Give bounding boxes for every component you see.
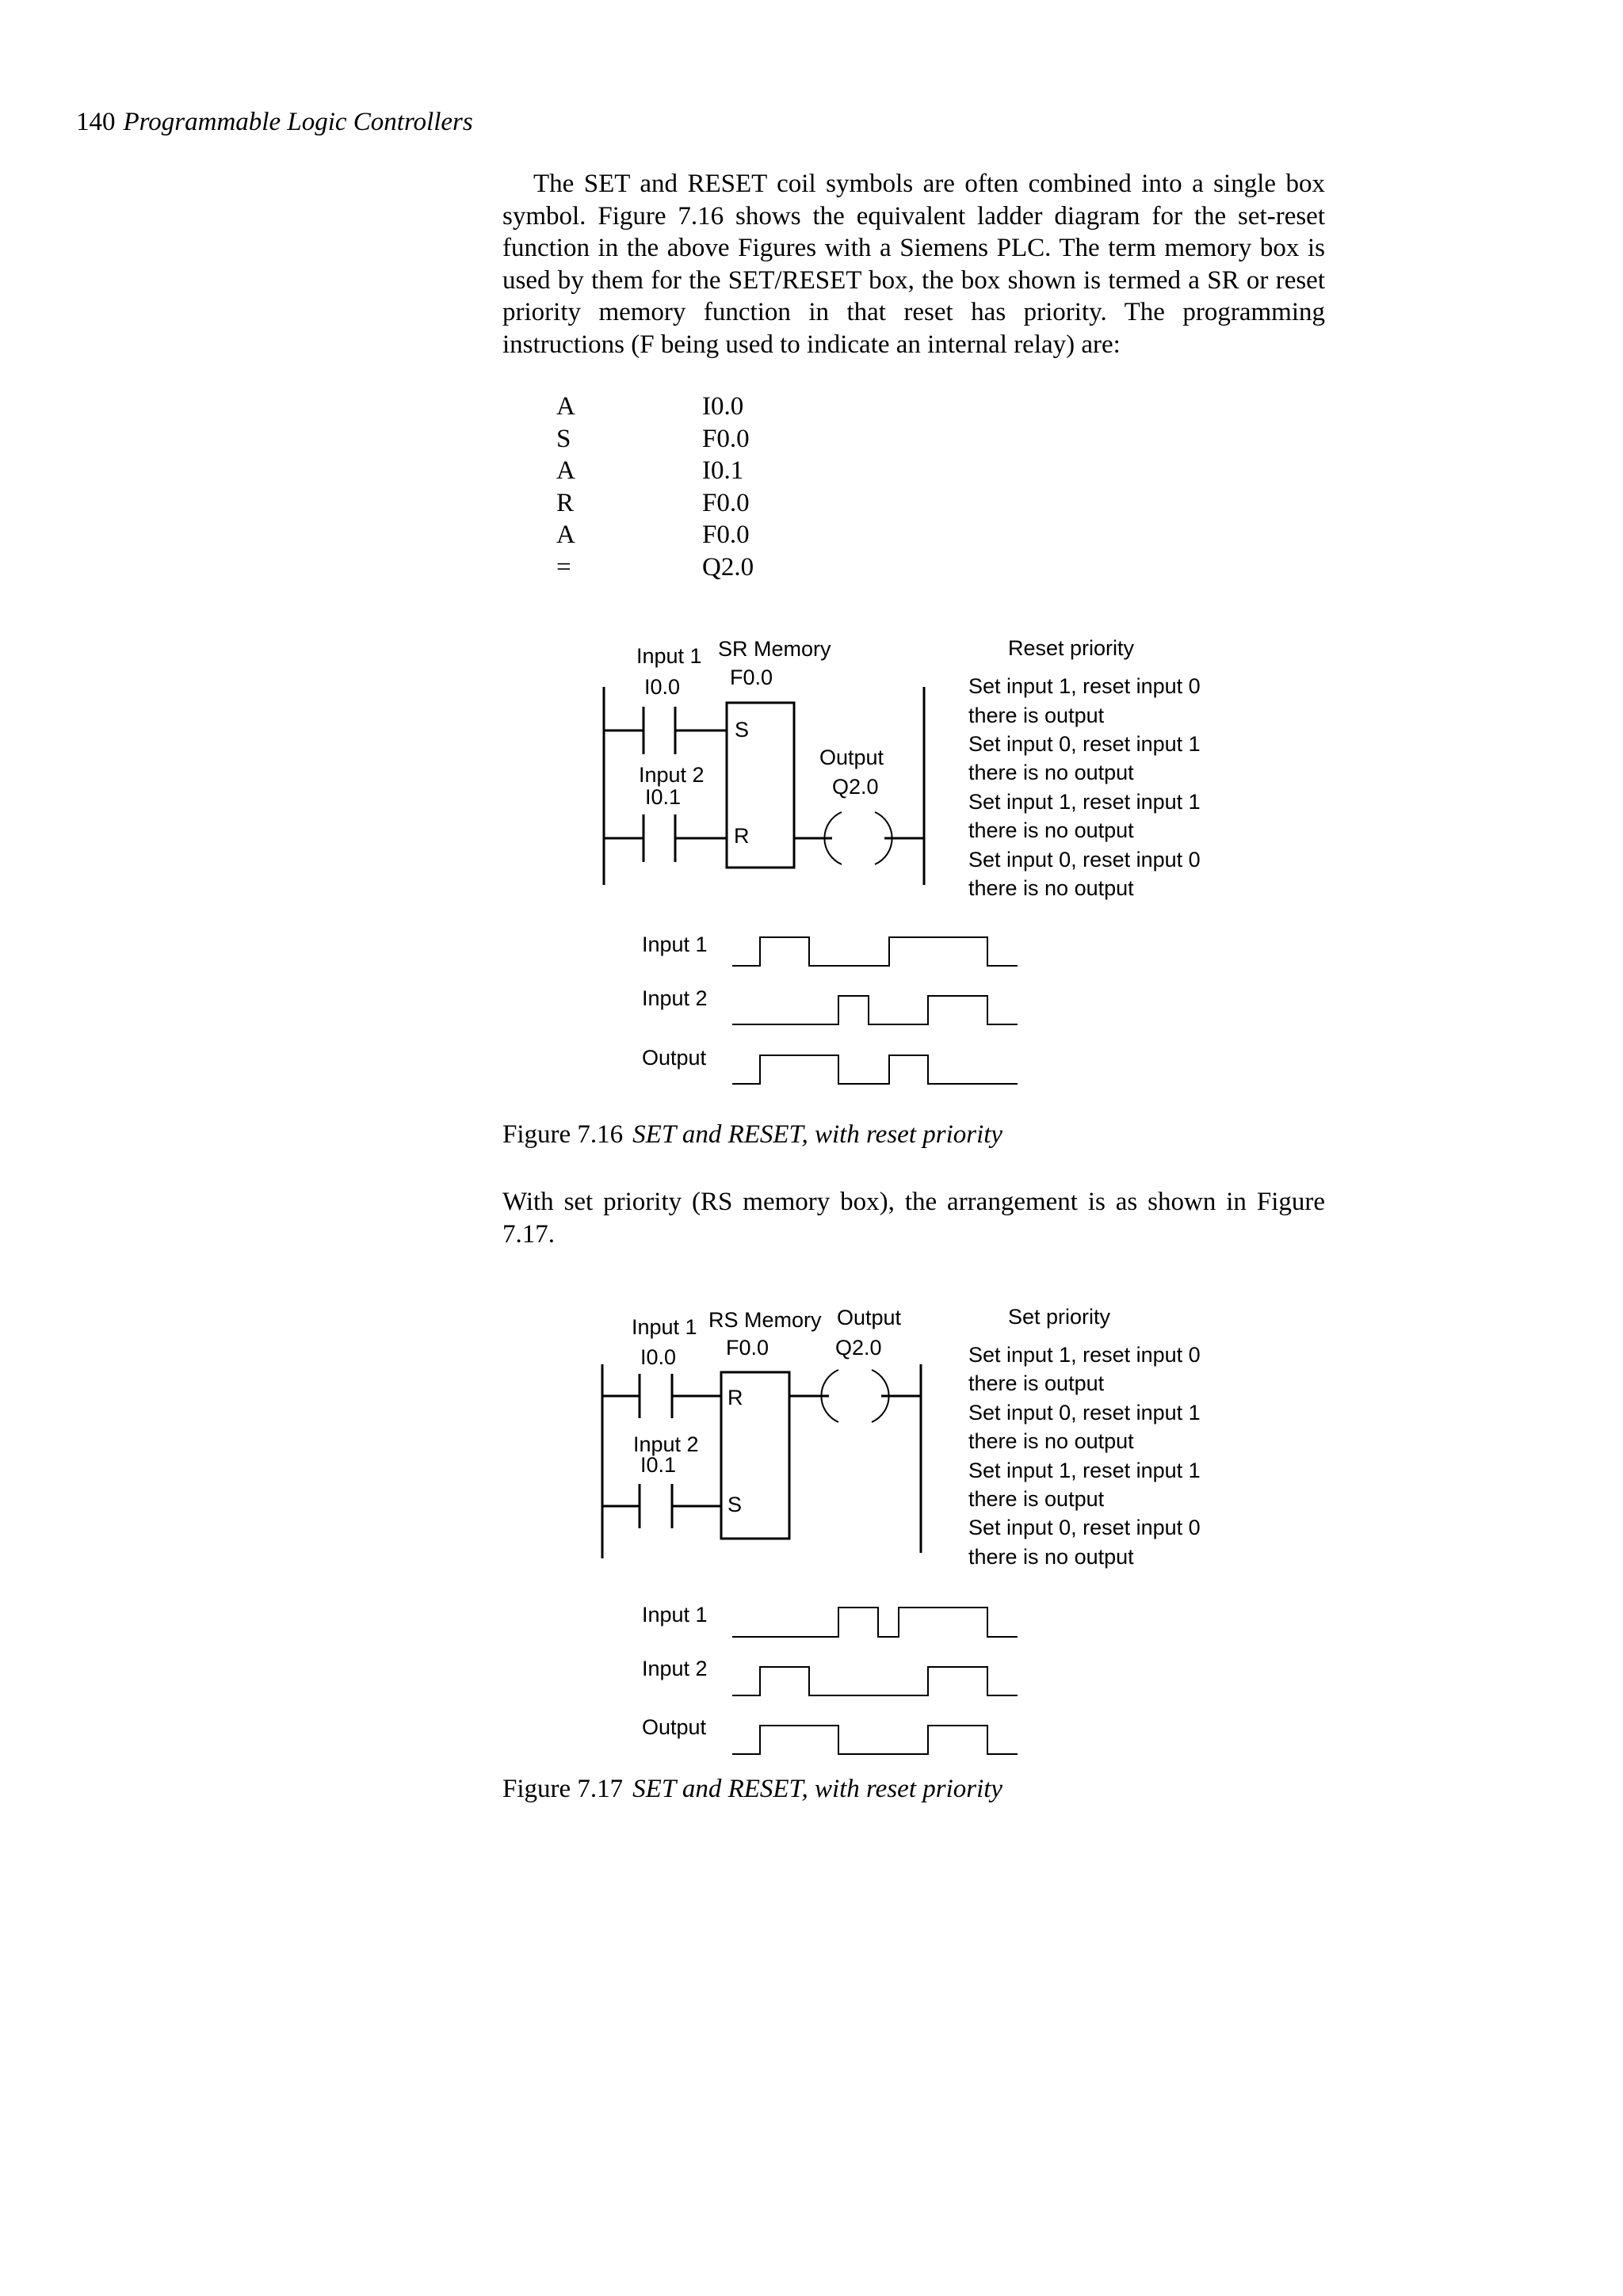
note-line: Set input 0, reset input 1 xyxy=(968,1401,1201,1425)
body-paragraph-2: With set priority (RS memory box), the arrangement is as shown in Figure 7.17. xyxy=(502,1188,1325,1249)
priority-title: Set priority xyxy=(1008,1305,1111,1329)
timing-label-output: Output xyxy=(642,1715,707,1739)
output-address: Q2.0 xyxy=(835,1336,882,1360)
instruction-operand: I0.0 xyxy=(702,392,744,421)
note-line: Set input 1, reset input 1 xyxy=(968,790,1201,814)
note-line: Set input 0, reset input 1 xyxy=(968,732,1201,756)
waveform-input-1 xyxy=(732,937,1018,966)
instruction-op: = xyxy=(556,552,571,582)
figure-7-16-caption xyxy=(502,1119,1002,1150)
input-1-address: I0.0 xyxy=(640,1345,677,1369)
caption-text: SET and RESET, with reset priority xyxy=(632,1120,1003,1149)
note-line: Set input 1, reset input 1 xyxy=(968,1459,1201,1482)
instruction-op: A xyxy=(556,456,575,485)
box-set-letter: S xyxy=(735,718,750,742)
timing-label-input-1: Input 1 xyxy=(642,933,708,956)
ladder-diagram xyxy=(604,637,924,885)
body-paragraph-1: The SET and RESET coil symbols are often combined into a single box symbol. Figure 7.16 shows the equivalent ladder diagram for the set-reset function in the above Figures with a Siemens PLC. The term memory box is used by them for the SET/RESET box, the box shown is termed a SR or reset priority memory function in that reset has priority. The programming instructions (F being used to indicate an internal relay) are: xyxy=(502,170,1325,359)
contact-input-1 xyxy=(643,707,675,754)
contact-input-2 xyxy=(643,814,675,862)
note-line: Set input 0, reset input 0 xyxy=(968,848,1201,871)
output-coil xyxy=(824,812,892,864)
figure-7-17-caption xyxy=(502,1773,1002,1805)
truth-notes xyxy=(968,674,1201,900)
instruction-operand: I0.1 xyxy=(702,456,744,485)
box-reset-letter: R xyxy=(727,1386,743,1409)
note-line: Set input 0, reset input 0 xyxy=(968,1516,1201,1539)
caption-number: Figure 7.16 xyxy=(502,1120,624,1149)
waveform-output xyxy=(732,1726,1018,1754)
input-1-label: Input 1 xyxy=(636,644,702,668)
timing-diagram xyxy=(642,1603,1018,1754)
box-address: F0.0 xyxy=(726,1336,769,1360)
output-coil xyxy=(821,1370,888,1422)
box-title: SR Memory xyxy=(718,637,831,661)
input-2-label: Input 2 xyxy=(633,1432,699,1456)
input-1-address: I0.0 xyxy=(644,675,681,699)
timing-label-input-2: Input 2 xyxy=(642,1657,708,1680)
instruction-op: A xyxy=(556,392,575,421)
truth-notes xyxy=(968,1343,1201,1569)
input-1-label: Input 1 xyxy=(632,1315,697,1339)
instruction-operand: F0.0 xyxy=(702,424,750,453)
note-line: there is no output xyxy=(968,1545,1134,1569)
priority-title: Reset priority xyxy=(1008,636,1135,660)
output-address: Q2.0 xyxy=(832,775,879,799)
note-line: there is output xyxy=(968,1371,1105,1395)
waveform-input-2 xyxy=(732,996,1018,1024)
timing-diagram xyxy=(642,933,1018,1084)
box-title: RS Memory xyxy=(708,1308,822,1332)
note-line: there is no output xyxy=(968,761,1134,784)
caption-number: Figure 7.17 xyxy=(502,1775,624,1803)
instruction-operand: F0.0 xyxy=(702,521,750,549)
input-2-label: Input 2 xyxy=(639,763,705,787)
waveform-input-1 xyxy=(732,1608,1018,1637)
book-title: Programmable Logic Controllers xyxy=(123,108,473,136)
timing-label-input-1: Input 1 xyxy=(642,1603,708,1627)
contact-input-2 xyxy=(640,1484,672,1528)
instruction-op: R xyxy=(556,488,575,517)
ladder-diagram xyxy=(602,1306,921,1558)
note-line: Set input 1, reset input 0 xyxy=(968,674,1201,698)
instruction-operand: Q2.0 xyxy=(702,552,754,582)
page-number: 140 xyxy=(76,108,116,136)
figure-7-17 xyxy=(602,1305,1201,1754)
output-label: Output xyxy=(819,746,884,769)
output-label: Output xyxy=(837,1306,902,1329)
waveform-output xyxy=(732,1055,1018,1084)
instruction-op: A xyxy=(556,521,575,549)
contact-input-1 xyxy=(640,1374,672,1418)
note-line: there is output xyxy=(968,1487,1105,1511)
figure-7-16 xyxy=(604,636,1201,1084)
instruction-op: S xyxy=(556,424,571,453)
box-set-letter: S xyxy=(727,1493,743,1516)
box-reset-letter: R xyxy=(734,824,750,848)
input-2-address: I0.1 xyxy=(645,785,682,809)
waveform-input-2 xyxy=(732,1667,1018,1695)
instruction-operand: F0.0 xyxy=(702,488,750,517)
note-line: there is no output xyxy=(968,818,1134,842)
note-line: there is output xyxy=(968,704,1105,727)
input-2-address: I0.1 xyxy=(640,1453,677,1477)
note-line: Set input 1, reset input 0 xyxy=(968,1343,1201,1367)
timing-label-input-2: Input 2 xyxy=(642,986,708,1010)
timing-label-output: Output xyxy=(642,1046,707,1070)
caption-text: SET and RESET, with reset priority xyxy=(632,1775,1003,1803)
box-address: F0.0 xyxy=(730,666,773,689)
note-line: there is no output xyxy=(968,876,1134,900)
note-line: there is no output xyxy=(968,1429,1134,1453)
